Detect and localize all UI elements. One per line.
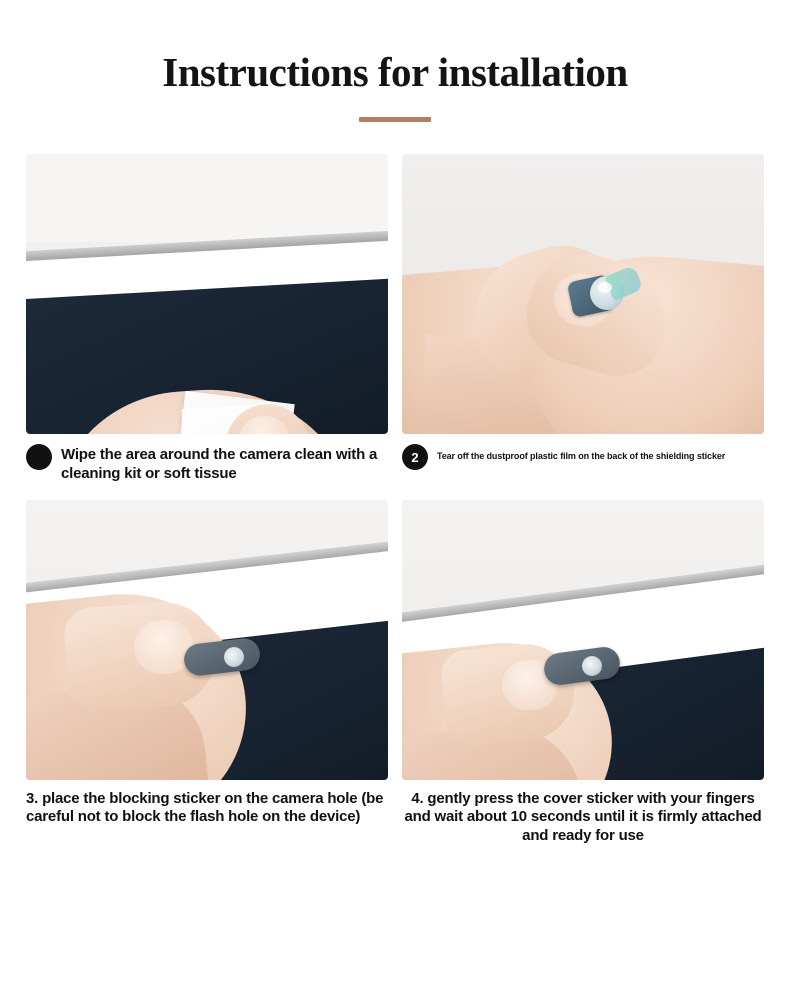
photo-wall: [26, 154, 388, 242]
title-divider: [359, 117, 431, 122]
step-card-3: [26, 500, 388, 846]
step-1-badge: [26, 444, 52, 470]
step-card-4: [402, 500, 764, 846]
step-card-1: [26, 154, 388, 484]
step-3-photo: [26, 500, 388, 780]
step-2-caption: Tear off the dustproof plastic film on the back of the shielding sticker: [437, 451, 726, 461]
step-1-caption-row: [26, 443, 388, 484]
page-title: Instructions for installation: [162, 49, 628, 95]
step-card-2: [402, 154, 764, 484]
step-3-caption: 3. place the blocking sticker on the camera hole (be careful not to block the flash hole on the device): [26, 789, 384, 826]
step-1-photo: [26, 154, 388, 434]
step-2-badge: 2: [402, 444, 428, 470]
steps-row-bottom: [26, 500, 764, 846]
step-4-caption: 4. gently press the cover sticker with your fingers and wait about 10 seconds until it is firmly attached and ready for use: [404, 789, 762, 844]
step-2-photo: [402, 154, 764, 434]
steps-grid: [26, 154, 764, 846]
step-4-photo: [402, 500, 764, 780]
steps-row-top: [26, 154, 764, 484]
step-1-caption: Wipe the area around the camera clean with a cleaning kit or soft tissue: [61, 446, 378, 482]
step-2-caption-row: [402, 443, 764, 470]
sticker-highlight: [598, 282, 612, 293]
